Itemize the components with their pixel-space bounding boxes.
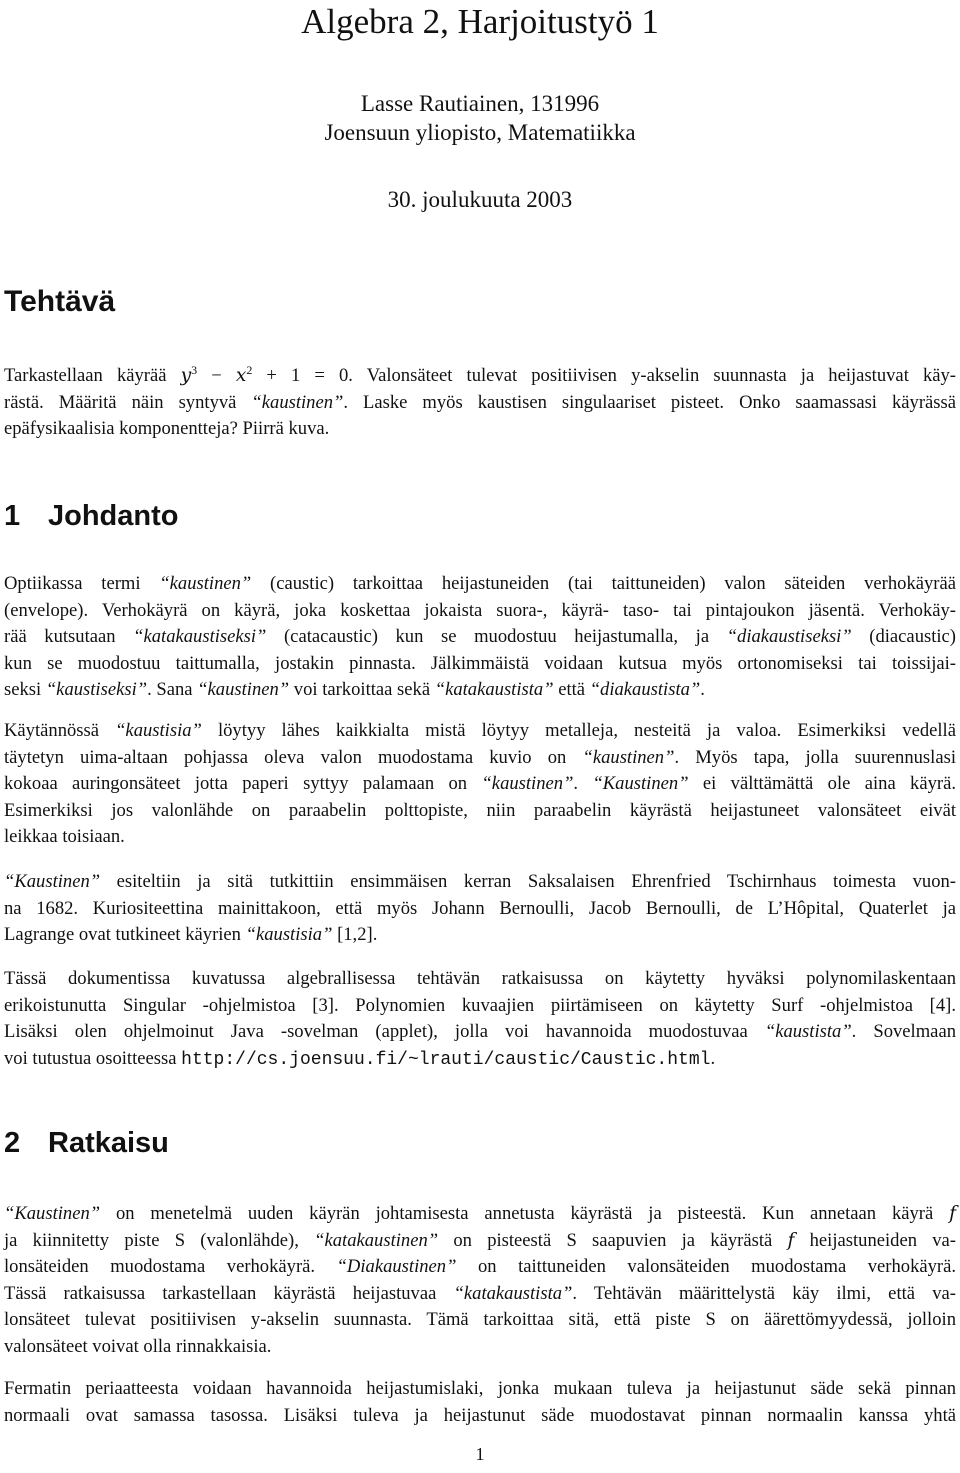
section-2-title: Ratkaisu bbox=[48, 1127, 169, 1159]
s1p1-line-2: (envelope). Verhokäyrä on käyrä, joka koskettaa jokaista suora-, käyrä- taso- tai pintajoukon jäsentä. Verhokäy- bbox=[4, 599, 956, 621]
s1p4-line-4-text: voi tutustua osoitteessa bbox=[4, 1047, 182, 1069]
section-1-number: 1 bbox=[4, 500, 21, 532]
section-2-number: 2 bbox=[4, 1127, 21, 1159]
s1p1-line-1: Optiikassa termi “kaustinen” (caustic) tarkoittaa heijastuneiden (tai taittuneiden) valon säteiden verhokäyrää bbox=[4, 573, 956, 594]
author-name: Lasse Rautiainen, 131996 bbox=[360, 91, 600, 116]
s2p1-line-4: Tässä ratkaisussa tarkastellaan käyrästä heijastuvaa “katakaustista”. Tehtävän määrittelystä käy ilmi, että va- bbox=[4, 1282, 956, 1304]
task-heading: Tehtävä bbox=[4, 285, 116, 318]
s1p1-line-5: seksi “kaustiseksi”. Sana “kaustinen” voi tarkoittaa sekä “katakaustista” että “diakaustista”. bbox=[4, 679, 705, 700]
s1p2-line-5: leikkaa toisiaan. bbox=[4, 826, 125, 847]
section-2-heading bbox=[4, 1125, 169, 1161]
task-line-1: Tarkastellaan käyrää $y^3 - x^2 + 1 = 0$. Valonsäteet tulevat positiivisen y-akselin suunnasta ja heijastuvat käy- bbox=[4, 362, 956, 386]
s1p4-line-4 bbox=[4, 1046, 956, 1074]
document-title: Algebra 2, Harjoitustyö 1 bbox=[301, 2, 659, 41]
s1p3-line-1: “Kaustinen” esiteltiin ja sitä tutkittiin ensimmäisen kerran Saksalaisen Ehrenfried Tschirnhaus toimesta vuon- bbox=[4, 871, 956, 892]
s2p1-line-6: valonsäteet voivat olla rinnakkaisia. bbox=[4, 1335, 272, 1357]
s2p2-line-1: Fermatin periaatteesta voidaan havannoida heijastumislaki, jonka mukaan tuleva ja heijastunut säde sekä pinnan bbox=[4, 1378, 956, 1399]
s1p3-line-2: na 1682. Kuriositeettina mainittakoon, että myös Johann Bernoulli, Jacob Bernoulli, de L’Hôpital, Quaterlet ja bbox=[4, 897, 956, 919]
section-1-paragraph-3 bbox=[4, 869, 956, 949]
s1p4-line-3: Lisäksi olen ohjelmoinut Java -sovelman (applet), jolla voi havannoida muodostuvaa “kaustista”. Sovelmaan bbox=[4, 1021, 956, 1042]
section-1-paragraph-4 bbox=[4, 966, 956, 1073]
section-2-paragraph-1 bbox=[4, 1201, 956, 1360]
s1p2-line-4: Esimerkiksi jos valonlähde on paraabelin polttopiste, niin paraabelin käyrästä heijastuneet valonsäteet eivät bbox=[4, 799, 956, 821]
s1p3-line-3: Lagrange ovat tutkineet käyrien “kaustisia” [1,2]. bbox=[4, 924, 378, 945]
section-2-paragraph-2 bbox=[4, 1376, 956, 1429]
applet-url-link[interactable]: http://cs.joensuu.fi/~lrauti/caustic/Caustic.html bbox=[181, 1049, 711, 1070]
s1p2-line-1: Käytännössä “kaustisia” löytyy lähes kaikkialta mistä löytyy metalleja, nesteitä ja valoa. Esimerkiksi vedellä bbox=[4, 720, 956, 741]
s1p4-line-2: erikoistunutta Singular -ohjelmistoa [3]. Polynomien kuvaajien piirtämiseen on käytetty Surf -ohjelmistoa [4]. bbox=[4, 994, 956, 1016]
section-1-heading bbox=[4, 498, 179, 534]
s2p1-line-5: lonsäteet tulevat positiivisen y-akselin suunnasta. Tämä tarkoittaa sitä, että piste S on äärettömyydessä, jolloin bbox=[4, 1309, 956, 1330]
page-number: 1 bbox=[475, 1444, 485, 1464]
s2p1-line-2: ja kiinnitetty piste S (valonlähde), “katakaustinen” on pisteestä S saapuvien ja käyrästä f heijastuneiden va- bbox=[4, 1229, 956, 1251]
section-1-paragraph-2 bbox=[4, 718, 956, 851]
s2p1-line-3: lonsäteiden muodostama verhokäyrä. “Diakaustinen” on taittuneiden valonsäteiden muodostama verhokäyrä. bbox=[4, 1256, 957, 1277]
task-paragraph bbox=[4, 363, 956, 443]
s1p1-line-3: rää kutsutaan “katakaustiseksi” (catacaustic) kun se muodostuu heijastumalla, ja “diakaustiseksi” (diacaustic) bbox=[4, 626, 956, 647]
url-tail: . bbox=[710, 1047, 716, 1069]
s1p1-line-4: kun se muodostuu taittumalla, jostakin pinnasta. Jälkimmäistä voidaan kutsua myös ortonomiseksi tai toissijai- bbox=[4, 652, 956, 674]
s2p2-line-2: normaali ovat samassa tasossa. Lisäksi tuleva ja heijastunut säde muodostavat pinnan normaalin kanssa yhtä bbox=[4, 1404, 956, 1426]
author-affiliation: Joensuun yliopisto, Matematiikka bbox=[324, 120, 636, 145]
s1p2-line-2: täytetyn uima-altaan pohjassa oleva valon muodostama kuvio on “kaustinen”. Myös tapa, jolla suurennuslasi bbox=[4, 746, 956, 768]
section-1-paragraph-1 bbox=[4, 571, 956, 704]
document-date: 30. joulukuuta 2003 bbox=[387, 187, 573, 212]
task-line-3: epäfysikaalisia komponentteja? Piirrä kuva. bbox=[4, 418, 330, 439]
task-line-2: rästä. Määritä näin syntyvä “kaustinen”. Laske myös kaustisen singulaariset pisteet. Onko saamassasi käyrässä bbox=[4, 391, 956, 413]
section-1-title: Johdanto bbox=[48, 500, 179, 532]
s2p1-line-1: “Kaustinen” on menetelmä uuden käyrän johtamisesta annetusta käyrästä ja pisteestä. Kun annetaan käyrä f bbox=[4, 1203, 956, 1224]
s1p4-line-1: Tässä dokumentissa kuvatussa algebrallisessa tehtävän ratkaisussa on käytetty hyväksi polynomilaskentaan bbox=[4, 968, 956, 989]
s1p2-line-3: kokoaa auringonsäteet jotta paperi syttyy palamaan on “kaustinen”. “Kaustinen” ei välttämättä ole aina käyrä. bbox=[4, 773, 956, 794]
